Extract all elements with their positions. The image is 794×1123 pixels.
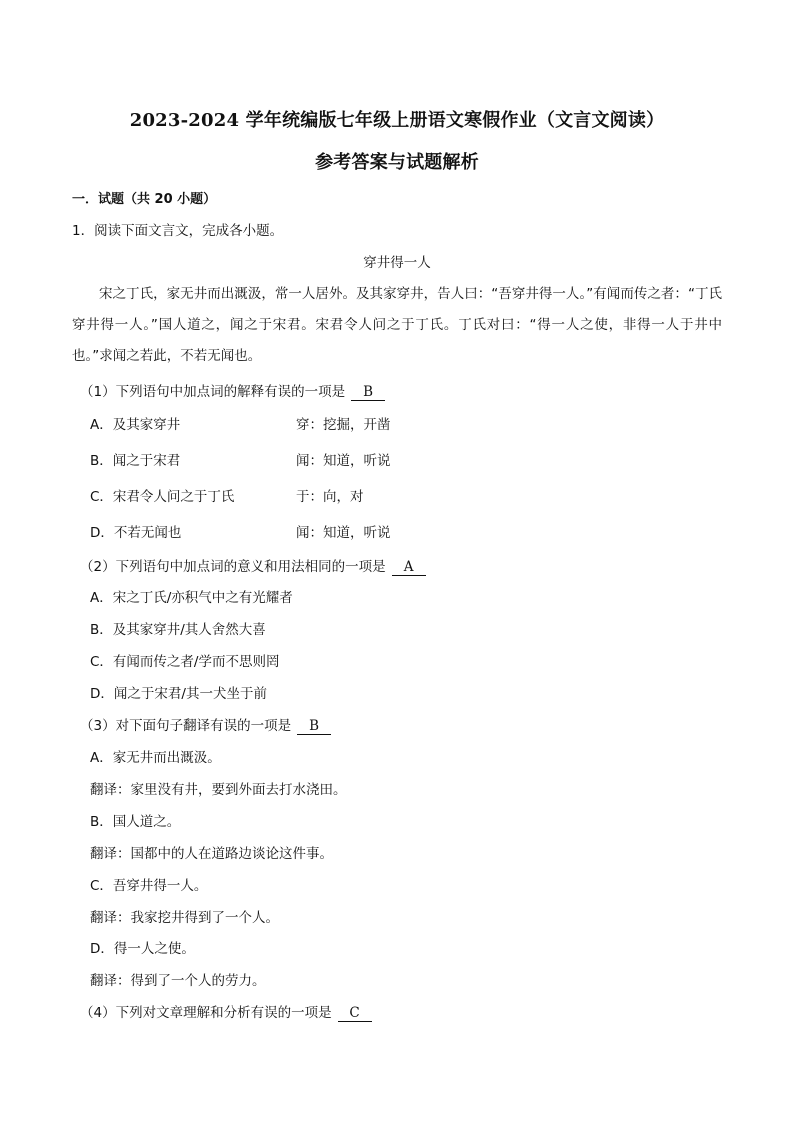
sub-question-4-stem: （4）下列对文章理解和分析有误的一项是 xyxy=(80,1005,332,1021)
option-row: A．及其家穿井 xyxy=(90,417,181,433)
sub-question-1 xyxy=(80,380,385,401)
sub-question-2 xyxy=(80,555,426,576)
translation-row: 翻译：得到了一个人的劳力。 xyxy=(90,973,266,989)
option-gloss: 闻：知道，听说 xyxy=(296,525,391,541)
sub-question-1-stem: （1）下列语句中加点词的解释有误的一项是 xyxy=(80,384,346,400)
option-gloss: 穿：挖掘，开凿 xyxy=(296,417,391,433)
document-title: 2023-2024 学年统编版七年级上册语文寒假作业（文言文阅读） xyxy=(129,110,665,131)
section-heading: 一．试题（共 20 小题） xyxy=(72,192,217,207)
question-intro: 1．阅读下面文言文，完成各小题。 xyxy=(72,223,284,239)
sub-question-3 xyxy=(80,714,331,735)
sub-question-2-stem: （2）下列语句中加点词的意义和用法相同的一项是 xyxy=(80,559,386,575)
sub-question-2-answer: A xyxy=(392,560,426,576)
passage-text: 宋之丁氏，家无井而出溉汲，常一人居外。及其家穿井，告人曰：“吾穿井得一人。”有闻而传之者：“丁氏穿井得一人。”国人道之，闻之于宋君。宋君令人问之于丁氏。丁氏对曰：“得一人之使，非得一人于井中也。”求闻之若此，不若无闻也。 xyxy=(72,286,722,364)
option-row: C．有闻而传之者/学而不思则罔 xyxy=(90,654,280,670)
sub-question-4 xyxy=(80,1001,372,1022)
option-row: D．闻之于宋君/其一犬坐于前 xyxy=(90,686,267,702)
option-row: D．得一人之使。 xyxy=(90,941,195,957)
sub-question-3-stem: （3）对下面句子翻译有误的一项是 xyxy=(80,718,292,734)
option-row: D．不若无闻也 xyxy=(90,525,182,541)
option-row: B．国人道之。 xyxy=(90,814,181,830)
sub-question-1-answer: B xyxy=(351,385,385,401)
option-gloss: 于：向，对 xyxy=(296,489,364,505)
option-row: A．家无井而出溉汲。 xyxy=(90,750,221,766)
passage-title: 穿井得一人 xyxy=(363,255,431,271)
translation-row: 翻译：家里没有井，要到外面去打水浇田。 xyxy=(90,782,347,798)
option-gloss: 闻：知道，听说 xyxy=(296,453,391,469)
option-row: C．宋君令人问之于丁氏 xyxy=(90,489,235,505)
document-subtitle: 参考答案与试题解析 xyxy=(315,152,479,173)
option-row: A．宋之丁氏/亦积气中之有光耀者 xyxy=(90,590,293,606)
sub-question-4-answer: C xyxy=(338,1006,372,1022)
translation-row: 翻译：国都中的人在道路边谈论这件事。 xyxy=(90,846,333,862)
sub-question-3-answer: B xyxy=(297,719,331,735)
translation-row: 翻译：我家挖井得到了一个人。 xyxy=(90,910,279,926)
option-row: C．吾穿井得一人。 xyxy=(90,878,208,894)
option-row: B．及其家穿井/其人舍然大喜 xyxy=(90,622,266,638)
option-row: B．闻之于宋君 xyxy=(90,453,181,469)
